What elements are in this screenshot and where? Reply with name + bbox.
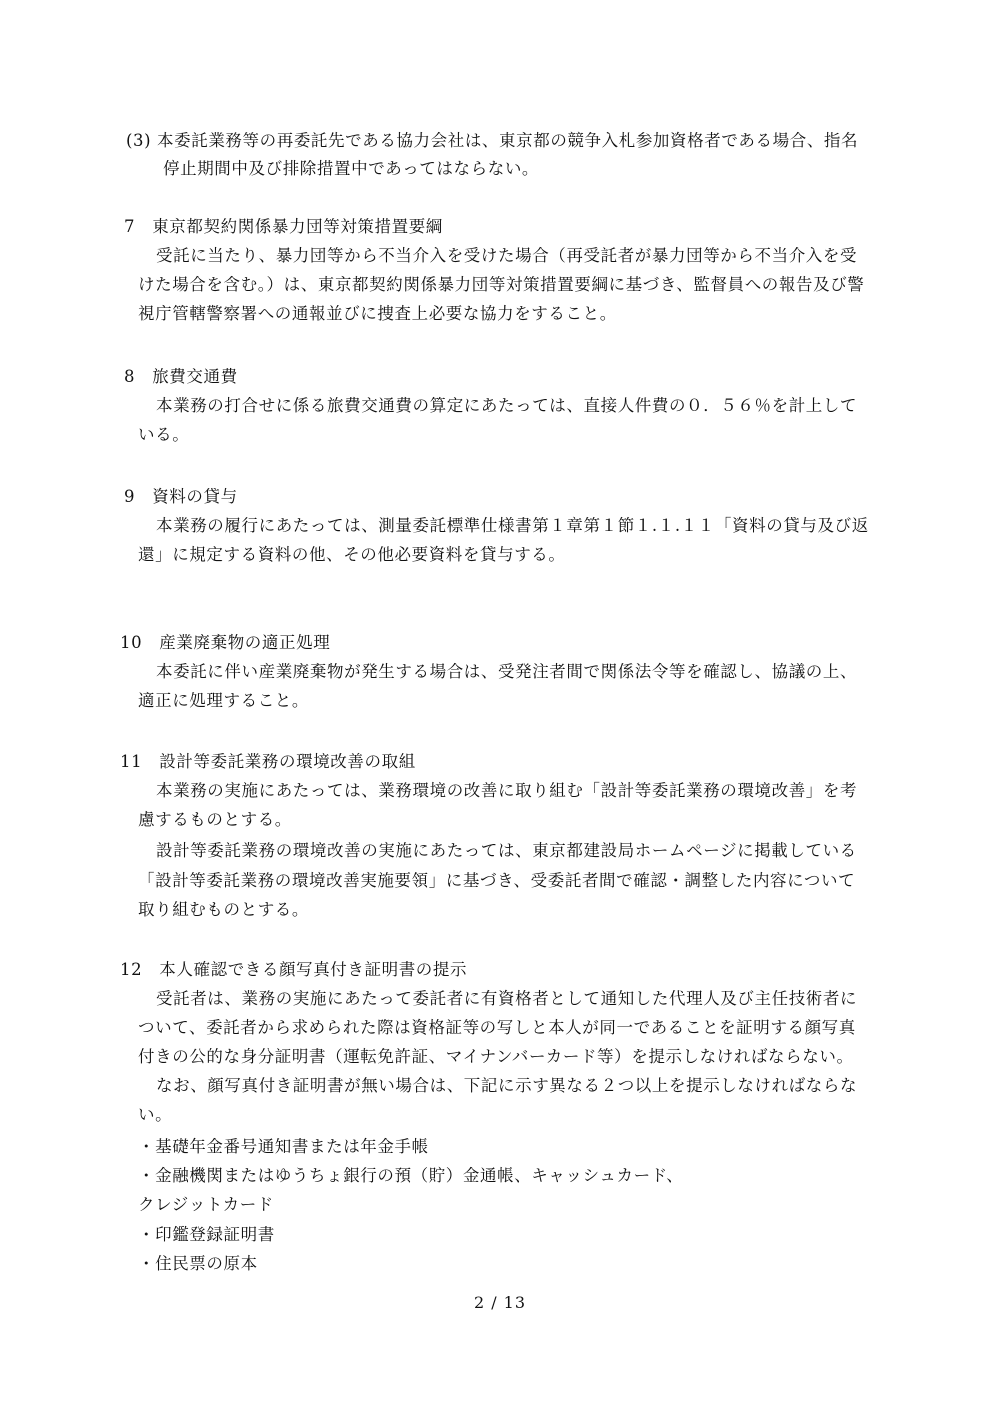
section-12-heading: 12 本人確認できる顔写真付き証明書の提示: [120, 960, 468, 979]
sec11-p2-line3: 取り組むものとする。: [138, 900, 309, 919]
sec3-line2: 停止期間中及び排除措置中であってはならない。: [163, 159, 540, 178]
sec11-p2-line1: 設計等委託業務の環境改善の実施にあたっては、東京都建設局ホームページに掲載している: [156, 841, 857, 860]
sec11-p1-line2: 慮するものとする。: [138, 810, 292, 829]
section-11-heading: 11 設計等委託業務の環境改善の取組: [120, 752, 416, 771]
sec10-p1-line1: 本委託に伴い産業廃棄物が発生する場合は、受発注者間で関係法令等を確認し、協議の上、: [156, 662, 858, 681]
section-10-heading: 10 産業廃棄物の適正処理: [120, 633, 331, 652]
sec12-p1-line1: 受託者は、業務の実施にあたって委託者に有資格者として通知した代理人及び主任技術者に: [156, 989, 858, 1008]
sec9-p1-line2: 還」に規定する資料の他、その他必要資料を貸与する。: [138, 545, 566, 564]
sec11-p2-line2: 「設計等委託業務の環境改善実施要領」に基づき、受委託者間で確認・調整した内容について: [138, 871, 856, 890]
sec7-p1-line2: けた場合を含む。）は、東京都契約関係暴力団等対策措置要綱に基づき、監督員への報告及び警: [138, 275, 865, 294]
section-9-heading: 9 資料の貸与: [124, 487, 238, 506]
sec8-p1-line1: 本業務の打合せに係る旅費交通費の算定にあたっては、直接人件費の０．５６％を計上して: [156, 396, 858, 415]
sec12-p1-line2: ついて、委託者から求められた際は資格証等の写しと本人が同一であることを証明する顔写真: [138, 1018, 856, 1037]
section-8-heading: 8 旅費交通費: [124, 367, 238, 386]
sec3-line1: (3) 本委託業務等の再委託先である協力会社は、東京都の競争入札参加資格者である場合、指名: [126, 131, 859, 150]
list-item: ・印鑑登録証明書: [138, 1225, 275, 1244]
sec8-p1-line2: いる。: [138, 425, 190, 444]
sec10-p1-line2: 適正に処理すること。: [138, 691, 309, 710]
sec12-p2-line1: なお、顔写真付き証明書が無い場合は、下記に示す異なる２つ以上を提示しなければならな: [156, 1076, 858, 1095]
list-item: ・基礎年金番号通知書または年金手帳: [138, 1137, 429, 1156]
sec12-p2-line2: い。: [138, 1105, 173, 1124]
sec11-p1-line1: 本業務の実施にあたっては、業務環境の改善に取り組む「設計等委託業務の環境改善」を考: [156, 781, 858, 800]
page-number: 2 / 13: [473, 1293, 527, 1312]
list-item: ・住民票の原本: [138, 1254, 258, 1273]
sec7-p1-line1: 受託に当たり、暴力団等から不当介入を受けた場合（再受託者が暴力団等から不当介入を受: [156, 246, 858, 265]
sec7-p1-line3: 視庁管轄警察署への通報並びに捜査上必要な協力をすること。: [138, 304, 617, 323]
sec9-p1-line1: 本業務の履行にあたっては、測量委託標準仕様書第１章第１節１.１.１１「資料の貸与及び返: [156, 516, 869, 535]
section-7-heading: 7 東京都契約関係暴力団等対策措置要綱: [124, 217, 443, 236]
list-item: ・金融機関またはゆうちょ銀行の預（貯）金通帳、キャッシュカード、: [138, 1166, 684, 1185]
sec12-p1-line3: 付きの公的な身分証明書（運転免許証、マイナンバーカード等）を提示しなければならない。: [138, 1047, 854, 1066]
list-item: クレジットカード: [138, 1195, 274, 1214]
